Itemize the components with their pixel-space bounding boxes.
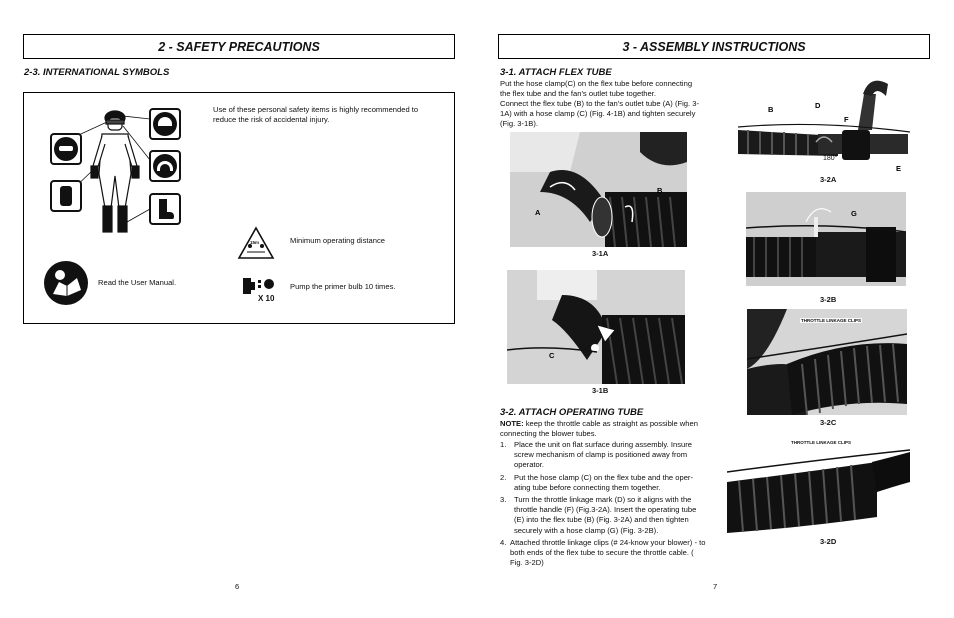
fig-3-2a-angle: 180°: [823, 155, 838, 162]
user-manual-label: Read the User Manual.: [98, 278, 177, 287]
list-item: [500, 473, 706, 493]
list-item: [500, 538, 706, 569]
fig-3-1b-label-c: C: [549, 351, 555, 360]
eye-protection-icon: [50, 133, 82, 165]
list-item: [500, 495, 706, 536]
safety-intro-text: Use of these personal safety items is highly recommended to reduce the risk of accidental injury.: [213, 105, 419, 125]
fig-3-2a-caption: 3-2A: [820, 175, 837, 184]
attach-operating-tube-heading: 3-2. ATTACH OPERATING TUBE: [500, 407, 644, 418]
fig-3-1b-caption: 3-1B: [592, 386, 609, 395]
list-item-number: 1.: [500, 440, 507, 449]
fig-3-1a-label-a: A: [535, 208, 541, 217]
gloves-icon: [50, 180, 82, 212]
fig-3-2c-tag: THROTTLE LINKAGE CLIPS: [801, 318, 861, 323]
list-item-text: Attached throttle linkage clips (# 24-know your blower) - to both ends of the flex tube to secure the throttle cable. ( Fig. 3-2D): [510, 537, 706, 568]
fig-3-2b-label-g: G: [851, 209, 857, 218]
primer-icon-text: X 10: [258, 294, 275, 303]
fig-3-2c-caption: 3-2C: [820, 418, 837, 427]
figure-3-1b-photo: [507, 270, 685, 384]
step1-text-1: Put the hose clamp(C) on the flex tube before connecting the flex tube and the fan's outlet tube together.: [500, 79, 693, 99]
boots-icon: [149, 193, 181, 225]
list-item-number: 4.: [500, 537, 507, 547]
list-item-number: 2.: [500, 472, 507, 482]
primer-bulb-icon: [242, 276, 276, 296]
list-item-text: Place the unit on flat surface during assembly. Insure screw mechanism of clamp is positioned away from operator.: [514, 440, 692, 470]
note-label: NOTE:: [500, 419, 524, 428]
left-page-number: 6: [235, 582, 240, 591]
fig-3-2a-label-b: B: [768, 105, 774, 114]
attach-flex-tube-heading: 3-1. ATTACH FLEX TUBE: [500, 67, 612, 78]
step2-list: [500, 440, 706, 568]
fig-3-2d-caption: 3-2D: [820, 537, 837, 546]
list-item: [500, 440, 706, 471]
right-section-title: 3 - ASSEMBLY INSTRUCTIONS: [498, 34, 930, 59]
figure-3-2c-photo: [747, 309, 907, 415]
figure-3-2d-photo: [727, 432, 910, 533]
note-text: keep the throttle cable as straight as possible when connecting the blower tubes.: [500, 419, 698, 439]
fig-3-2b-caption: 3-2B: [820, 295, 837, 304]
distance-icon-text: 15m: [250, 240, 260, 245]
ear-protection-icon: [149, 150, 181, 182]
fig-3-1a-caption: 3-1A: [592, 249, 609, 258]
step1-text-2: Connect the flex tube (B) to the fan's outlet tube (A) (Fig. 3-1A) with a hose clamp (C) (Fig. 4-1B) and tighten securely (Fig. 3-1B).: [500, 99, 699, 129]
figure-3-2b-photo: [746, 192, 906, 286]
distance-label: Minimum operating distance: [290, 236, 385, 245]
right-page-number: 7: [713, 582, 718, 591]
fig-3-2d-tag: THROTTLE LINKAGE CLIPS: [791, 440, 851, 445]
fig-3-1a-label-b: B: [657, 186, 663, 195]
fig-3-2a-label-e: E: [896, 164, 902, 173]
user-manual-icon: [43, 260, 89, 306]
list-item-text: Turn the throttle linkage mark (D) so it aligns with the throttle handle (F) (Fig.3-2A). Insert the operating tube (E) into the flex tube (B) (Fig. 3-2A) and then tighten securely with a hose clamp (G) (Fig. 3-2B).: [514, 495, 697, 535]
international-symbols-heading: 2-3. INTERNATIONAL SYMBOLS: [24, 67, 170, 78]
fig-3-2a-label-d: D: [815, 101, 821, 110]
helmet-icon: [149, 108, 181, 140]
left-section-title: 2 - SAFETY PRECAUTIONS: [23, 34, 455, 59]
fig-3-2a-label-f: F: [844, 115, 849, 124]
list-item-number: 3.: [500, 495, 507, 505]
step2-note: [500, 419, 710, 439]
primer-label: Pump the primer bulb 10 times.: [290, 282, 396, 291]
list-item-text: Put the hose clamp (C) on the flex tube and the oper-ating tube before connecting them together.: [514, 472, 693, 492]
